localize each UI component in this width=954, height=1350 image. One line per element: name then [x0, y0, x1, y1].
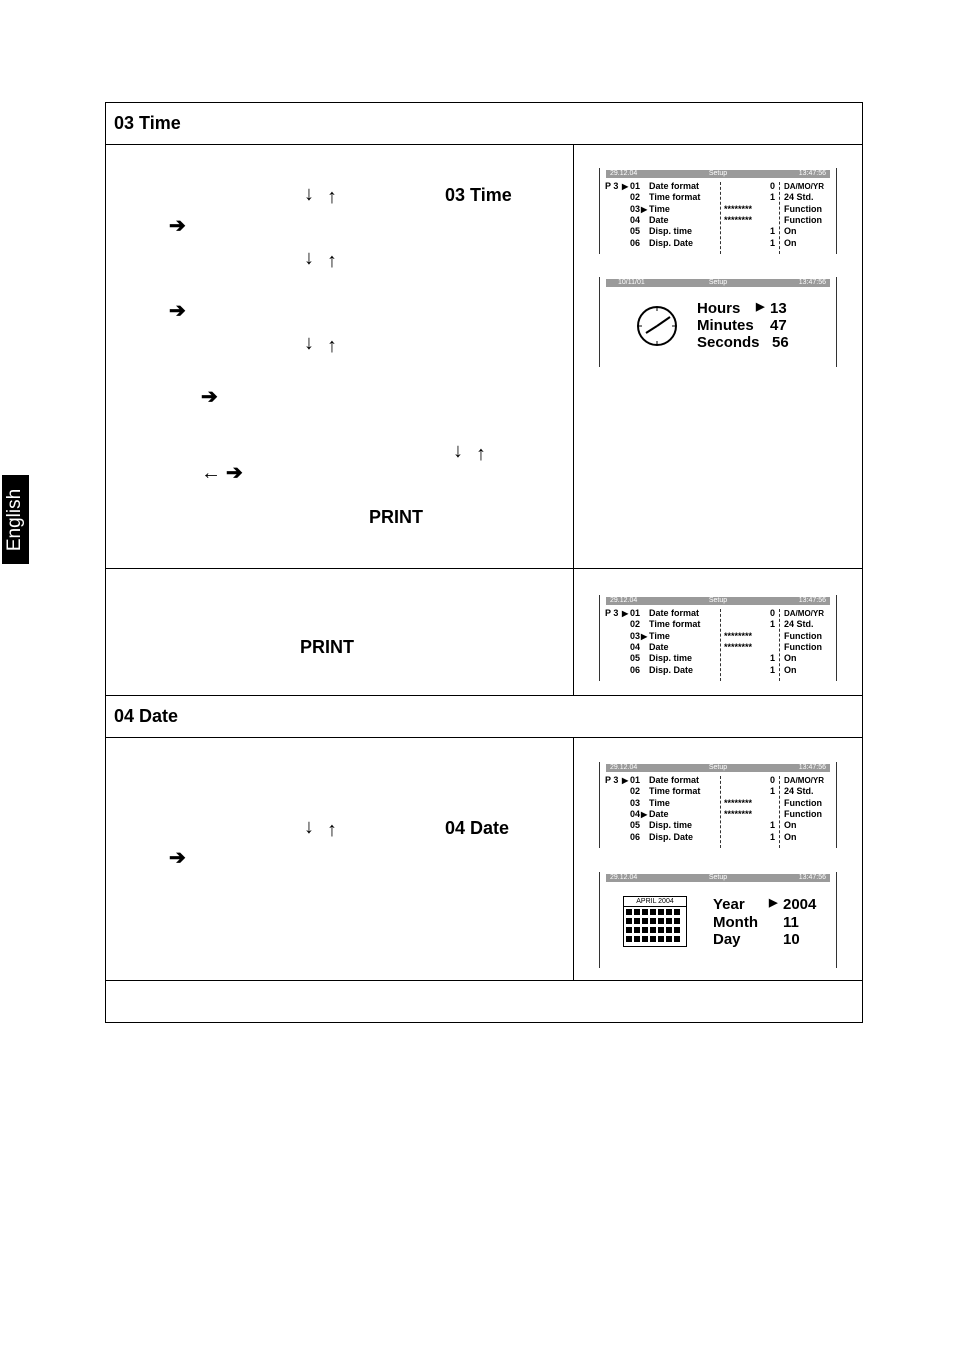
day-label: Day	[713, 931, 741, 948]
calendar-cell	[674, 909, 680, 915]
calendar-cell	[674, 927, 680, 933]
arrow-right-icon: ➔	[226, 462, 243, 484]
date-setting-screen	[599, 872, 837, 968]
calendar-cell	[666, 909, 672, 915]
minutes-label: Minutes	[697, 317, 754, 334]
day-value: 10	[783, 931, 800, 948]
cursor-icon: ▶	[756, 301, 765, 313]
calendar-cell	[674, 918, 680, 924]
arrow-up-icon: ↑	[327, 250, 337, 272]
minutes-value: 47	[770, 317, 787, 334]
calendar-cell	[634, 927, 640, 933]
target-time-label: 03 Time	[445, 185, 512, 205]
section-title-time: 03 Time	[114, 113, 181, 133]
clock-icon	[636, 305, 678, 347]
lcd-header: 29.12.04 Setup 13:47:56	[606, 170, 830, 178]
calendar-cell	[666, 918, 672, 924]
year-value: 2004	[783, 896, 817, 913]
lcd-header: 29.12.04 Setup 13:47:56	[606, 597, 830, 605]
calendar-cell	[666, 927, 672, 933]
arrow-up-icon: ↑	[476, 443, 486, 465]
setup-menu-screen-2: 29.12.04 Setup 13:47:56 P 3 ▶ 01 Date format 0 DA/MO/YR 02 Time format 1 24 Std. 03 ▶ Time ******** Function 04 Date ******** Function 05 Disp. time 1 On 06 Disp. Date 1 On	[599, 595, 837, 681]
calendar-cell	[642, 909, 648, 915]
calendar-icon	[623, 896, 687, 947]
arrow-left-icon: ←	[201, 462, 221, 484]
seconds-value: 56	[772, 334, 789, 351]
calendar-label: APRIL 2004	[624, 897, 686, 907]
arrow-down-icon: ↓	[304, 247, 314, 269]
calendar-cell	[650, 918, 656, 924]
calendar-cell	[658, 918, 664, 924]
calendar-cell	[642, 918, 648, 924]
seconds-label: Seconds	[697, 334, 760, 351]
lcd-header: 29.12.04 Setup 13:47:56	[606, 764, 830, 772]
setup-menu-screen-3: 29.12.04 Setup 13:47:56 P 3 ▶ 01 Date format 0 DA/MO/YR 02 Time format 1 24 Std. 03 Time ******** Function 04 ▶ Date ******** Function 05 Disp. time 1 On 06 Disp. Date 1 On	[599, 762, 837, 848]
calendar-cell	[626, 909, 632, 915]
calendar-cell	[626, 918, 632, 924]
calendar-cell	[650, 927, 656, 933]
calendar-cell	[666, 936, 672, 942]
hours-label: Hours	[697, 300, 741, 317]
arrow-down-icon: ↓	[304, 183, 314, 205]
calendar-cell	[650, 909, 656, 915]
hours-value: 13	[770, 300, 787, 317]
lcd-header: 10/11/01 Setup 13:47:56	[606, 279, 830, 287]
setup-menu-screen-1: 29.12.04 Setup 13:47:56 P 3 ▶ 01 Date format 0 DA/MO/YR 02 Time format 1 24 Std. 03 ▶ Time ******** Function 04 Date ******** Function 05 Disp. time 1 On 06 Disp. Date 1 On	[599, 168, 837, 254]
arrow-right-icon: ➔	[169, 215, 186, 237]
target-date-label: 04 Date	[445, 818, 510, 838]
calendar-cell	[674, 936, 680, 942]
calendar-cell	[634, 909, 640, 915]
arrow-up-icon: ↑	[327, 819, 337, 841]
time-setting-screen	[599, 277, 837, 367]
calendar-cell	[658, 927, 664, 933]
calendar-cell	[642, 927, 648, 933]
arrow-down-icon: ↓	[453, 440, 463, 462]
arrow-down-icon: ↓	[304, 332, 314, 354]
calendar-cell	[650, 936, 656, 942]
arrow-right-icon: ➔	[169, 847, 186, 869]
language-tab[interactable]	[2, 475, 29, 564]
calendar-cell	[658, 936, 664, 942]
arrow-right-icon: ➔	[169, 300, 186, 322]
year-label: Year	[713, 896, 745, 913]
calendar-cell	[642, 936, 648, 942]
arrow-up-icon: ↑	[327, 186, 337, 208]
calendar-cell	[634, 936, 640, 942]
arrow-up-icon: ↑	[327, 335, 337, 357]
section-title-date: 04 Date	[114, 706, 179, 726]
month-label: Month	[713, 914, 758, 931]
calendar-cell	[634, 918, 640, 924]
calendar-cell	[626, 927, 632, 933]
print-key-label: PRINT	[369, 507, 423, 527]
arrow-right-icon: ➔	[201, 386, 218, 408]
print-key-label-2: PRINT	[300, 637, 354, 657]
cursor-icon: ▶	[769, 897, 778, 909]
calendar-cell	[658, 909, 664, 915]
language-tab-label: English	[4, 488, 26, 551]
lcd-header: 29.12.04 Setup 13:47:56	[606, 874, 830, 882]
calendar-cell	[626, 936, 632, 942]
arrow-down-icon: ↓	[304, 816, 314, 838]
month-value: 11	[783, 914, 799, 931]
